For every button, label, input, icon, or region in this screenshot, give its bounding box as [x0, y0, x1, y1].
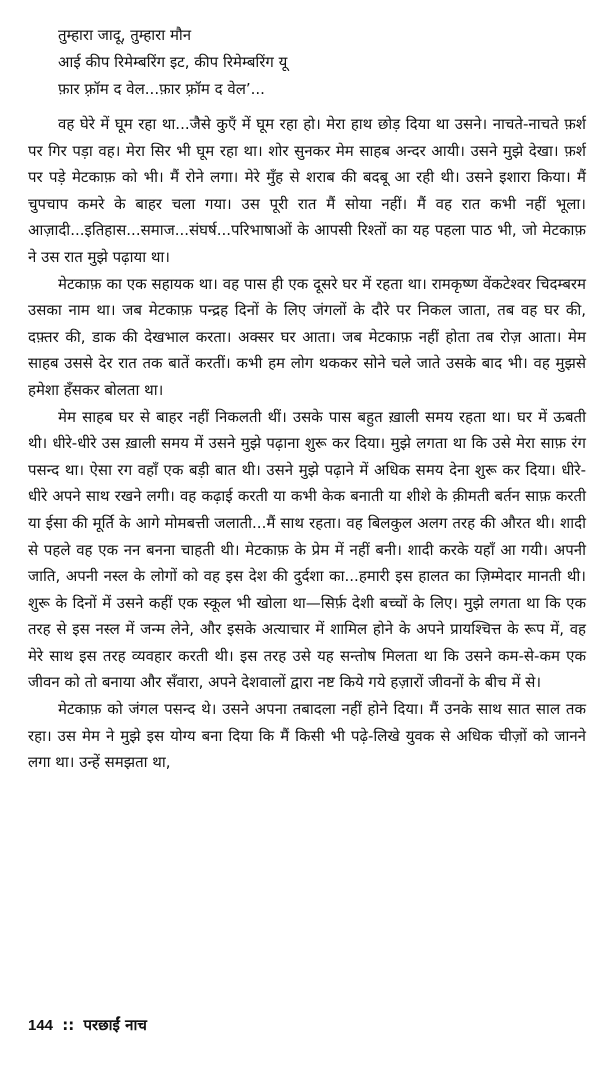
paragraph-3: मेम साहब घर से बाहर नहीं निकलती थीं। उसके पास बहुत ख़ाली समय रहता था। घर में ऊबती थी। धीरे-धीरे उस ख़ाली समय में उसने मुझे पढ़ाना शुरू कर दिया। मुझे लगता था कि उसे मेरा साफ़ रंग पसन्द था। ऐसा रग वहाँ एक बड़ी बात थी। उसने मुझे पढ़ाने में अधिक समय देना शुरू कर दिया। धीरे-धीरे अपने साथ रखने लगी। वह कढ़ाई करती या कभी केक बनाती या शीशे के क़ीमती बर्तन साफ़ करती या ईसा की मूर्ति के आगे मोमबत्ती जलाती...मैं साथ रहता। वह बिलकुल अलग तरह की औरत थी। शादी से पहले वह एक नन बनना चाहती थी। मेटकाफ़ के प्रेम में नहीं बनी। शादी करके यहाँ आ गयी। अपनी जाति, अपनी नस्ल के लोगों को वह इस देश की दुर्दशा का...हमारी इस हालत का ज़िम्मेदार मानती थी। शुरू के दिनों में उसने कहीं एक स्कूल भी खोला था—सिर्फ़ देशी बच्चों के लिए। मुझे लगता था कि एक तरह से इस नस्ल में जन्म लेने, और इसके अत्याचार में शामिल होने के अपने प्रायश्चित्त के रूप में, वह मेरे साथ इस तरह व्यवहार करती थी। इस तरह उसे यह सन्तोष मिलता था कि उसने कम-से-कम एक जीवन को तो बनाया और सँवारा, अपने देशवालों द्वारा नष्ट किये गये हज़ारों जीवनों के बीच में से। [28, 407, 586, 692]
book-title: परछाईं नाच [83, 1016, 147, 1034]
page-body [28, 22, 586, 776]
paragraph-4: मेटकाफ़ को जंगल पसन्द थे। उसने अपना तबादला नहीं होने दिया। मैं उनके साथ सात साल तक रहा। उस मेम ने मुझे इस योग्य बना दिया कि मैं किसी भी पढ़े-लिखे युवक से अधिक चीज़ों को जानने लगा था। उन्हें समझता था, [28, 700, 586, 772]
page-number: 144 [28, 1017, 54, 1034]
paragraph-1: वह घेरे में घूम रहा था...जैसे कुएँ में घूम रहा हो। मेरा हाथ छोड़ दिया था उसने। नाचते-नाचते फ़र्श पर गिर पड़ा वह। मेरा सिर भी घूम रहा था। शोर सुनकर मेम साहब अन्दर आयी। उसने मुझे देखा। फ़र्श पर पड़े मेटकाफ़ को भी। मैं रोने लगा। मेरे मुँह से शराब की बदबू आ रही थी। उसने इशारा किया। मैं चुपचाप कमरे के बाहर चला गया। उस पूरी रात मैं सोया नहीं। मैं वह रात कभी नहीं भूला। आज़ादी...इतिहास...समाज...संघर्ष...परिभाषाओं के आपसी रिश्तों का यह पहला पाठ भी, जो मेटकाफ़ ने उस रात मुझे पढ़ाया था। [28, 115, 586, 266]
verse-line-2: आई कीप रिमेम्बरिंग इट, कीप रिमेम्बरिंग यू [58, 53, 288, 71]
verse-block [58, 22, 586, 103]
verse-line-3: फ़ार फ़्रॉम द वेल...फ़ार फ़्रॉम द वेल’... [58, 80, 265, 98]
page-footer [28, 1015, 147, 1035]
paragraph-2: मेटकाफ़ का एक सहायक था। वह पास ही एक दूसरे घर में रहता था। रामकृष्ण वेंकटेश्वर चिदम्बरम उसका नाम था। जब मेटकाफ़ पन्द्रह दिनों के लिए जंगलों के दौरे पर निकल जाता, तब वह घर की, दफ़्तर की, डाक की देखभाल करता। अक्सर घर आता। जब मेटकाफ़ नहीं होता तब रोज़ आता। मेम साहब उससे देर रात तक बातें करतीं। कभी हम लोग थककर सोने चले जाते उसके बाद भी। वह मुझसे हमेशा हँसकर बोलता था। [28, 274, 586, 399]
footer-separator: :: [62, 1016, 75, 1034]
verse-line-1: तुम्हारा जादू, तुम्हारा मौन [58, 26, 192, 44]
